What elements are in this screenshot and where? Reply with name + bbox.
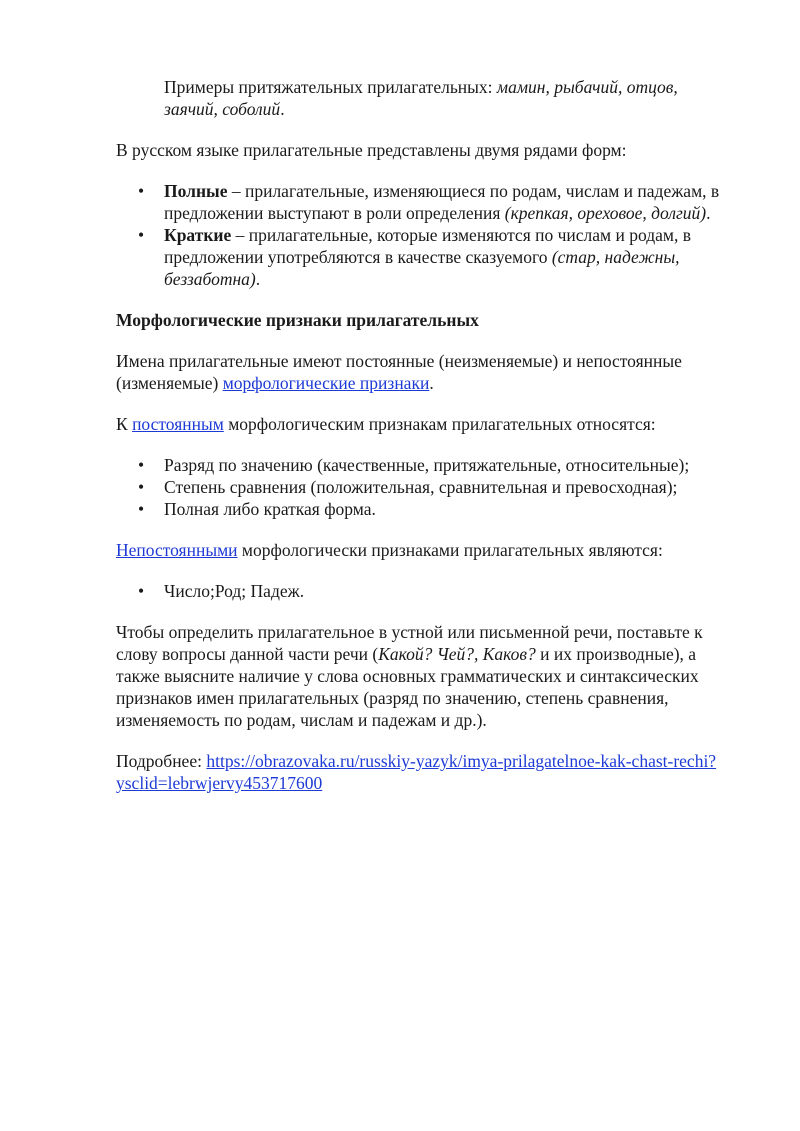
forms-intro-paragraph: В русском языке прилагательные представлены двумя рядами форм: [116,140,627,160]
constant-features-list [116,454,736,520]
form-examples: (крепкая, ореховое, долгий) [504,203,707,223]
variable-features-list [116,580,736,602]
morph-intro-paragraph [116,350,736,394]
form-description: – прилагательные, изменяющиеся по родам, числам и падежам, в предложении выступают в роли определения [164,181,720,223]
morphological-features-link[interactable]: морфологические признаки [222,373,430,393]
list-item: • Число;Род; Падеж. [116,580,736,602]
possessive-examples-list: мамин, рыбачий, отцов, заячий, соболий [164,77,678,119]
form-description: – прилагательные, которые изменяются по числам и родам, в предложении употребляются в качестве сказуемого [164,225,691,267]
list-item [116,224,736,290]
forms-list [116,180,736,290]
constant-intro-suffix: морфологическим признакам прилагательных относятся: [223,414,656,434]
identify-text-start: Чтобы определить прилагательное в устной или письменной речи, поставьте к слову вопросы данной части речи ( [116,622,703,664]
document-page [116,76,736,794]
section-heading: Морфологические признаки прилагательных [116,310,479,330]
constant-intro-paragraph [116,413,736,435]
constant-intro-prefix: К [116,414,133,434]
identify-paragraph [116,621,736,731]
variable-intro-paragraph [116,539,736,561]
list-item: • Полная либо краткая форма. [116,498,736,520]
list-item: • Степень сравнения (положительная, сравнительная и превосходная); [116,476,736,498]
morph-intro-text: Имена прилагательные имеют постоянные (неизменяемые) и непостоянные (изменяемые) [116,351,682,393]
form-term: Краткие [164,225,232,245]
source-label: Подробнее: [116,751,207,771]
form-end: . [706,203,711,223]
possessive-examples-suffix: . [280,99,285,119]
form-term: Полные [164,181,228,201]
possessive-examples-paragraph [164,76,736,120]
constant-link[interactable]: постоянным [132,414,224,434]
form-end: . [255,269,261,289]
list-item [116,180,736,224]
identify-text-end: и их производные), а также выясните наличие у слова основных грамматических и синтаксических признаков имен прилагательных (разряд по значению, степень сравнения, изменяемость по родам, числам и падежам и др.). [116,644,699,730]
list-item: • Разряд по значению (качественные, притяжательные, относительные); [116,454,736,476]
variable-link[interactable]: Непостоянными [116,540,238,560]
source-link[interactable]: https://obrazovaka.ru/russkiy-yazyk/imya-prilagatelnoe-kak-chast-rechi?ysclid=lebrwjervy453717600 [116,751,717,793]
possessive-examples-prefix: Примеры притяжательных прилагательных: [164,77,497,97]
identify-questions: Какой? Чей?, Каков? [378,644,536,664]
form-examples: (стар, надежны, беззаботна) [164,247,680,289]
source-paragraph [116,750,736,794]
morph-intro-end: . [429,373,434,393]
variable-intro-suffix: морфологически признаками прилагательных являются: [237,540,663,560]
